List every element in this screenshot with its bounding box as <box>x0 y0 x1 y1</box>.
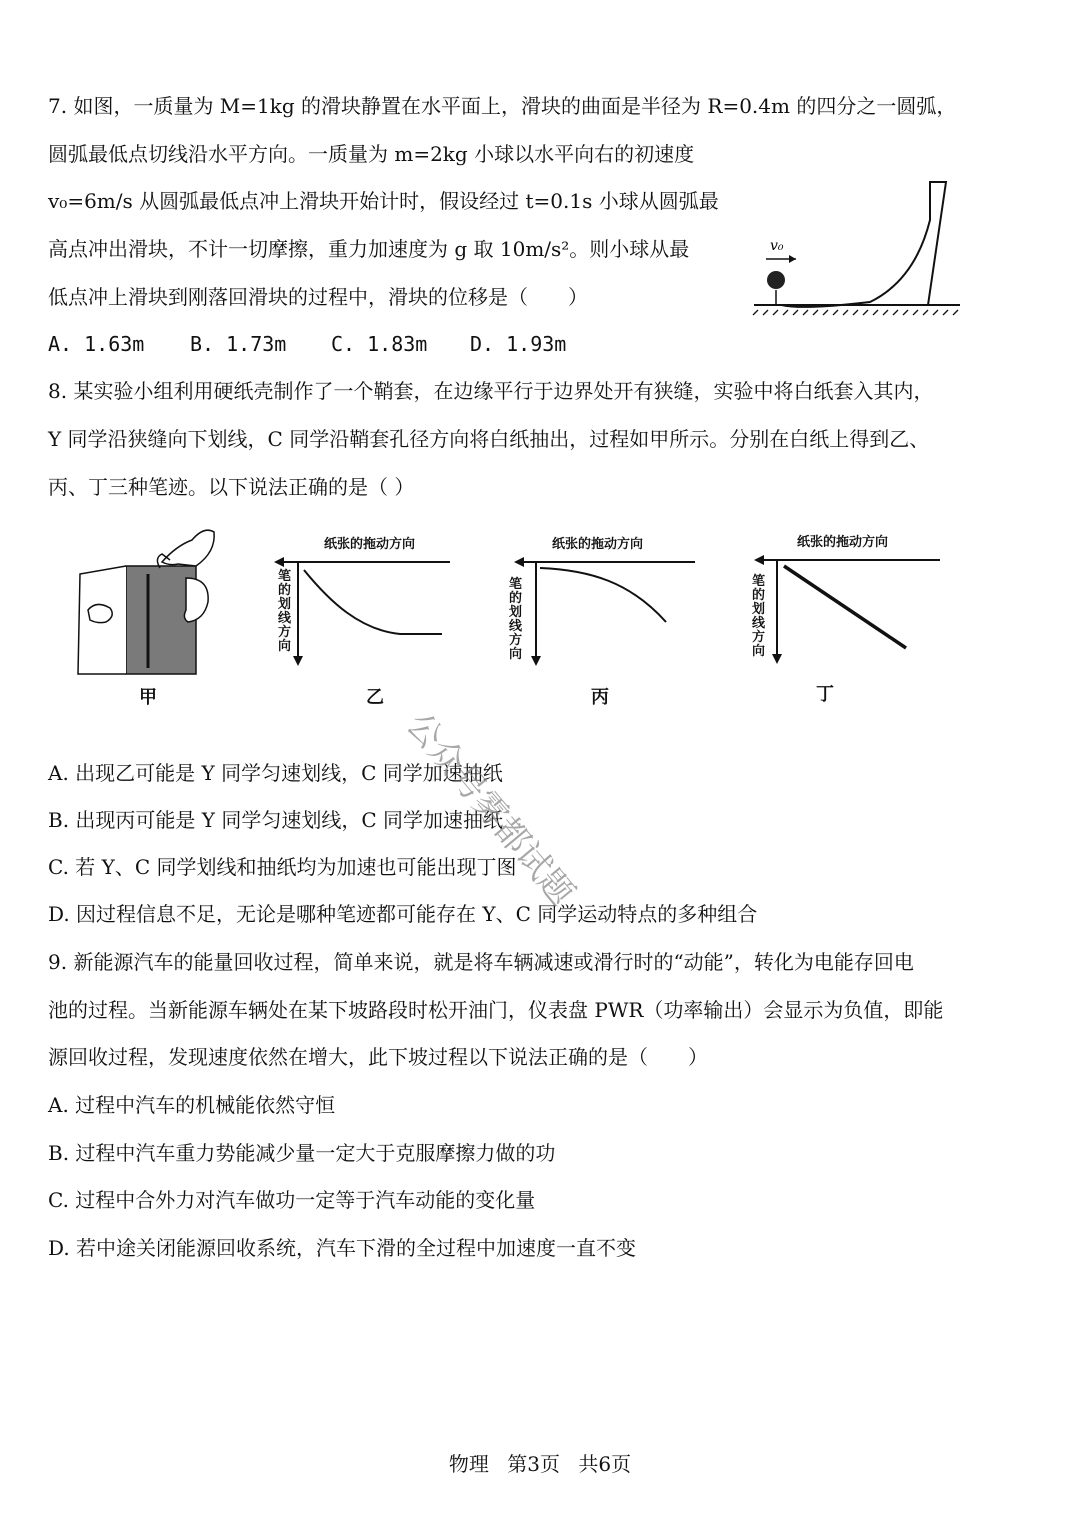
ding-axis-title: 纸张的拖动方向 <box>797 535 889 550</box>
yi-axis-title: 纸张的拖动方向 <box>324 537 416 552</box>
q8-option-a[interactable]: A. 出现乙可能是 Y 同学匀速划线，C 同学加速抽纸 <box>48 761 503 785</box>
q9-option-d[interactable]: D. 若中途关闭能源回收系统，汽车下滑的全过程中加速度一直不变 <box>48 1236 637 1260</box>
q9-option-b[interactable]: B. 过程中汽车重力势能减少量一定大于克服摩擦力做的功 <box>48 1141 556 1165</box>
footer-page: 第3页 <box>507 1452 560 1476</box>
q9-option-a[interactable]: A. 过程中汽车的机械能依然守恒 <box>48 1093 336 1117</box>
q9-option-c[interactable]: C. 过程中合外力对汽车做功一定等于汽车动能的变化量 <box>48 1188 536 1212</box>
figure-jia-hand-sleeve <box>68 518 218 678</box>
q7-line-4: 高点冲出滑块，不计一切摩擦，重力加速度为 g 取 10m/s²。则小球从最 <box>48 237 690 261</box>
q9-line-1: 9. 新能源汽车的能量回收过程，简单来说，就是将车辆减速或滑行时的“动能”，转化为电能存回电 <box>48 950 914 974</box>
bing-axis-title: 纸张的拖动方向 <box>552 537 644 552</box>
q7-option-d[interactable]: D. 1.93m <box>470 332 567 356</box>
q7-slider-figure <box>750 170 965 320</box>
bing-axis-ylabel: 笔的划线方向 <box>509 577 523 662</box>
ding-axis-ylabel: 笔的划线方向 <box>752 574 766 659</box>
figure-bing-graph <box>510 552 700 672</box>
q9-line-3: 源回收过程，发现速度依然在增大，此下坡过程以下说法正确的是（ ） <box>48 1045 708 1069</box>
q9-line-2: 池的过程。当新能源车辆处在某下坡路段时松开油门，仪表盘 PWR（功率输出）会显示为负值，即能 <box>48 998 944 1022</box>
footer-subject: 物理 <box>448 1452 489 1476</box>
q7-line-2: 圆弧最低点切线沿水平方向。一质量为 m=2kg 小球以水平向右的初速度 <box>48 142 695 166</box>
caption-bing: 丙 <box>591 687 609 708</box>
watermark: 公众号雾都试题 <box>398 705 582 914</box>
figure-yi-graph <box>270 552 460 672</box>
caption-yi: 乙 <box>366 687 384 708</box>
figure-ding-graph <box>750 550 945 670</box>
footer-total: 共6页 <box>578 1452 632 1476</box>
q8-line-2: Y 同学沿狭缝向下划线，C 同学沿鞘套孔径方向将白纸抽出，过程如甲所示。分别在白纸上得到乙、 <box>48 427 930 451</box>
q8-option-b[interactable]: B. 出现丙可能是 Y 同学匀速划线，C 同学加速抽纸 <box>48 808 503 832</box>
page-footer <box>0 1448 1080 1477</box>
caption-ding: 丁 <box>816 684 834 705</box>
q7-line-1: 7. 如图，一质量为 M=1kg 的滑块静置在水平面上，滑块的曲面是半径为 R=0.4m 的四分之一圆弧， <box>48 94 957 118</box>
q7-line-5: 低点冲上滑块到刚落回滑块的过程中，滑块的位移是（ ） <box>48 285 588 309</box>
q7-line-3: v₀=6m/s 从圆弧最低点冲上滑块开始计时，假设经过 t=0.1s 小球从圆弧最 <box>48 189 719 213</box>
q7-option-a[interactable]: A. 1.63m <box>48 332 145 356</box>
yi-axis-ylabel: 笔的划线方向 <box>278 569 292 654</box>
q8-option-d[interactable]: D. 因过程信息不足，无论是哪种笔迹都可能存在 Y、C 同学运动特点的多种组合 <box>48 902 758 926</box>
q8-option-c[interactable]: C. 若 Y、C 同学划线和抽纸均为加速也可能出现丁图 <box>48 855 517 879</box>
caption-jia: 甲 <box>139 687 157 708</box>
q8-line-3: 丙、丁三种笔迹。以下说法正确的是（ ） <box>48 475 415 499</box>
q8-line-1: 8. 某实验小组利用硬纸壳制作了一个鞘套，在边缘平行于边界处开有狭缝，实验中将白纸套入其内， <box>48 379 934 403</box>
q7-option-b[interactable]: B. 1.73m <box>190 332 287 356</box>
q7-option-c[interactable]: C. 1.83m <box>331 332 428 356</box>
q7-v0-label: v₀ <box>770 238 784 254</box>
